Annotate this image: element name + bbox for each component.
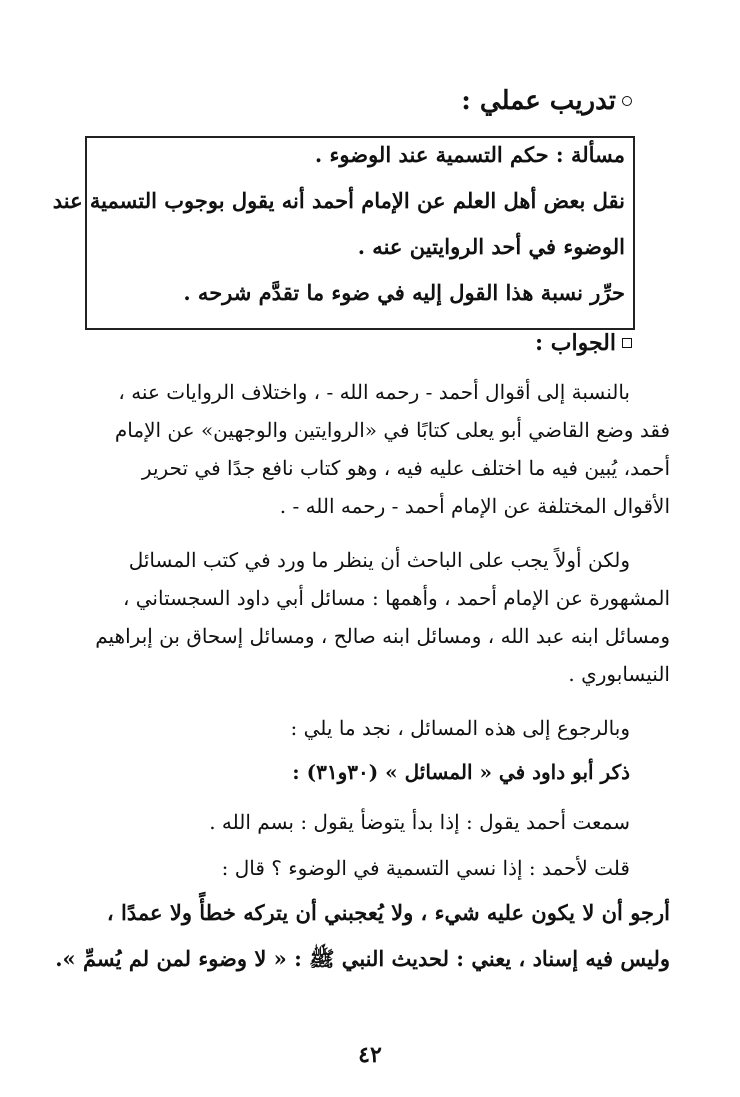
body-line-13: أرجو أن لا يكون عليه شيء ، ولا يُعجبني أن يتركه خطأً ولا عمدًا ،: [106, 900, 670, 925]
exercise-line-1: مسألة : حكم التسمية عند الوضوء .: [314, 142, 625, 167]
page-number: ٤٢: [358, 1042, 382, 1068]
body-line-14: وليس فيه إسناد ، يعني : لحديث النبي ﷺ : « لا وضوء لمن لم يُسمِّ ».: [55, 946, 670, 971]
circle-bullet-icon: [622, 96, 632, 106]
body-line-10: ذكر أبو داود في « المسائل » (٣٠و٣١) :: [292, 760, 630, 784]
exercise-box: [52, 136, 635, 330]
body-line-5: ولكن أولاً يجب على الباحث أن ينظر ما ورد في كتب المسائل: [128, 548, 630, 572]
body-line-9: وبالرجوع إلى هذه المسائل ، نجد ما يلي :: [290, 716, 630, 740]
square-bullet-icon: [622, 338, 632, 348]
heading-text: تدريب عملي :: [461, 86, 616, 116]
body-line-11: سمعت أحمد يقول : إذا بدأ يتوضأ يقول : بسم الله .: [209, 810, 630, 834]
body-line-8: النيسابوري .: [568, 662, 670, 686]
body-line-7: ومسائل ابنه عبد الله ، ومسائل ابنه صالح ، ومسائل إسحاق بن إبراهيم: [95, 624, 670, 648]
body-line-4: الأقوال المختلفة عن الإمام أحمد - رحمه الله - .: [279, 494, 670, 518]
body-line-3: أحمد، يُبين فيه ما اختلف عليه فيه ، وهو كتاب نافع جدًا في تحرير: [141, 456, 670, 480]
answer-text: الجواب :: [535, 330, 616, 356]
body-line-1: بالنسبة إلى أقوال أحمد - رحمه الله - ، واختلاف الروايات عنه ،: [118, 380, 630, 404]
exercise-line-2: نقل بعض أهل العلم عن الإمام أحمد أنه يقول بوجوب التسمية عند: [52, 188, 625, 213]
answer-heading: [535, 330, 632, 356]
body-line-2: فقد وضع القاضي أبو يعلى كتابًا في «الروايتين والوجهين» عن الإمام: [114, 418, 670, 442]
body-line-12: قلت لأحمد : إذا نسي التسمية في الوضوء ؟ قال :: [221, 856, 630, 880]
exercise-line-3: الوضوء في أحد الروايتين عنه .: [357, 234, 625, 259]
exercise-line-4: حرِّر نسبة هذا القول إليه في ضوء ما تقدَّم شرحه .: [183, 280, 625, 305]
section-heading: [461, 86, 632, 116]
body-line-6: المشهورة عن الإمام أحمد ، وأهمها : مسائل أبي داود السجستاني ،: [122, 586, 670, 610]
